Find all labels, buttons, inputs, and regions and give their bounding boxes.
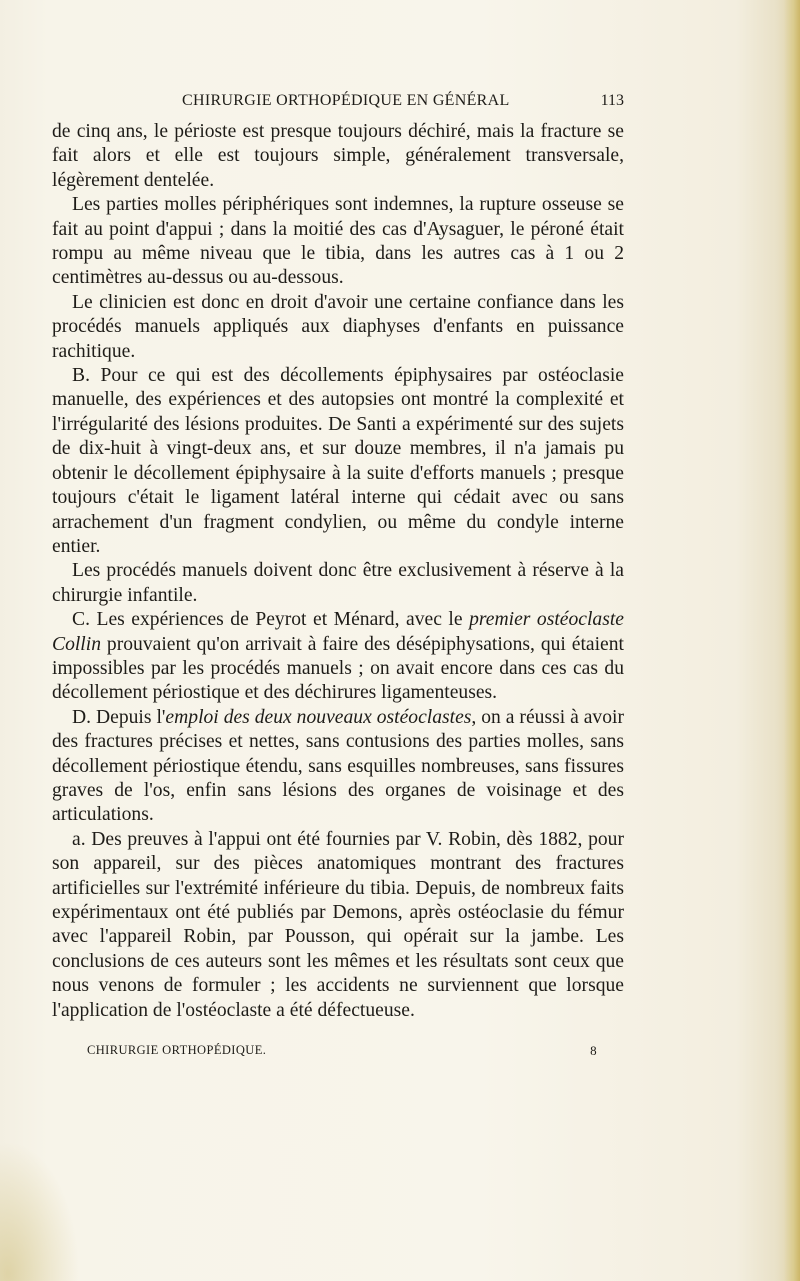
paragraph-d-italic: emploi des deux nouveaux ostéoclastes [165, 706, 472, 728]
paragraph-manual-procedures: Les procédés manuels doivent donc être exclusivement à réserve à la chirurgie infantile. [52, 560, 624, 606]
page-footer [87, 1043, 597, 1061]
page-number: 113 [600, 92, 624, 109]
paragraph-clinician: Le clinicien est donc en droit d'avoir une certaine confiance dans les procédés manuels appliqués aux diaphyses d'enfants en puissance rachitique. [52, 291, 624, 362]
paragraph-d-new-osteoclasts [52, 706, 624, 828]
paragraph-c-peyrot-menard [52, 608, 624, 706]
paragraph-c-text-a: C. Les expériences de Peyrot et Ménard, avec le [72, 609, 470, 631]
page-header [52, 92, 624, 114]
paragraph-continuation: de cinq ans, le périoste est presque toujours déchiré, mais la fracture se fait alors et elle est toujours simple, généralement transversale, légèrement dentelée. [52, 121, 624, 191]
sheet-number: 8 [590, 1043, 597, 1058]
paragraph-a-robin-proofs: a. Des preuves à l'appui ont été fournies par V. Robin, dès 1882, pour son appareil, sur des pièces anatomiques montrant des fractures artificielles sur l'extrémité inférieure du tibia. Depuis, de nombreux faits expérimentaux ont été publiés par Demons, après ostéoclasie du fémur avec l'appareil Robin, par Pousson, qui opérait sur la jambe. Les conclusions de ces auteurs sont les mêmes et les résultats sont ceux que nous venons de formuler ; les accidents ne surviennent que lorsque l'application de l'ostéoclaste a été défectueuse. [52, 828, 624, 1021]
paragraph-soft-tissues: Les parties molles périphériques sont indemnes, la rupture osseuse se fait au point d'appui ; dans la moitié des cas d'Aysaguer, le péroné était rompu au même niveau que le tibia, dans les autres cas à 1 ou 2 centimètres au-dessus ou au-dessous. [52, 194, 624, 289]
page-edge-shadow [784, 0, 800, 1281]
paragraph-d-text-b: , on a réussi à avoir des fractures précises et nettes, sans contusions des parties molles, sans décollement périostique étendu, sans esquilles nombreuses, sans fissures graves de l'os, enfin sans lésions des organes de voisinage et des articulations. [52, 706, 624, 826]
paragraph-c-italic: premier ostéoclaste Collin [52, 609, 624, 655]
paper-stain [0, 1141, 80, 1281]
paragraph-d-text-a: D. Depuis l' [72, 706, 166, 728]
running-title: CHIRURGIE ORTHOPÉDIQUE EN GÉNÉRAL [182, 92, 510, 109]
printer-signature: CHIRURGIE ORTHOPÉDIQUE. [87, 1043, 267, 1057]
paragraph-c-text-b: prouvaient qu'on arrivait à faire des désépiphysations, qui étaient impossibles par les procédés manuels ; on avait encore dans ces cas du décollement périostique et des déchirures ligamenteuses. [52, 633, 624, 704]
body-text [52, 120, 624, 1023]
paragraph-b-epiphyseal: B. Pour ce qui est des décollements épiphysaires par ostéoclasie manuelle, des expériences et des autopsies ont montré la complexité et l'irrégularité des lésions produites. De Santi a expérimenté sur des sujets de dix-huit à vingt-deux ans, et sur douze membres, il n'a jamais pu obtenir le décollement épiphysaire à la suite d'efforts manuels ; presque toujours c'était le ligament latéral interne qui cédait avec ou sans arrachement d'un fragment condylien, ou même du condyle interne entier. [52, 365, 624, 557]
